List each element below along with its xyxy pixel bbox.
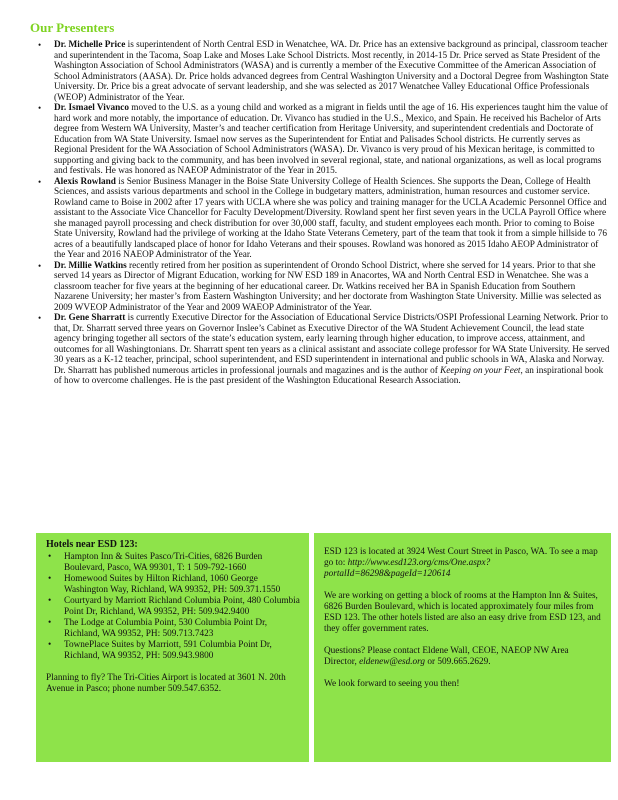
bullet-icon: • [38, 40, 42, 50]
bullet-icon: • [38, 260, 42, 271]
email-link[interactable]: eldenew@esd.org [359, 657, 426, 667]
presenter-item [38, 40, 610, 103]
hotels-list [46, 552, 301, 662]
phone-number: 509.665.2629. [437, 657, 491, 667]
bullet-icon: • [38, 103, 42, 113]
hotels-box [36, 533, 309, 762]
location-info-box [314, 533, 611, 762]
location-description: ESD 123 is located at 3924 West Court Street in Pasco, WA. To see a map go to: [324, 547, 598, 568]
presenters-heading: Our Presenters [30, 20, 115, 35]
presenters-list [38, 40, 610, 387]
closing-text: We look forward to seeing you then! [324, 679, 460, 689]
hotel-text: Homewood Suites by Hilton Richland, 1060 George Washington Way, Richland, WA 99352, PH: 509.371.1550 [64, 574, 281, 595]
bullet-icon: • [38, 176, 42, 187]
questions-text [324, 646, 603, 668]
presenter-name: Dr. Millie Watkins [54, 260, 127, 271]
presenter-bio: is currently Executive Director for the Association of Educational Service Districts/OSPI Professional Learning Network. Prior to that, Dr. Sharratt served three years on Governor Inslee’s Cabinet as Executive Director of the WA Student Achievement Council, the lead state agency bringing together all sectors of the state’s education system, early learning through higher education, to improve access, attainment, and outcomes for all Washingtonians. Dr. Sharratt spent ten years as a clinical assistant and associate college professor for WA State University. He served 30 years as a K-12 teacher, principal, school superintendent, and ESD superintendent in international and public schools in WA, Alaska and Norway. Dr. Sharratt has published numerous articles in professional journals and magazines and is the author of [54, 313, 610, 376]
bullet-icon: • [48, 552, 52, 562]
hotel-item [46, 640, 301, 662]
presenter-bio: moved to the U.S. as a young child and worked as a migrant in fields until the age of 16. His experiences taught him the value of hard work and more notably, the importance of education. Dr. Vivanco has studied in the U.S., Mexico, and Spain. He received his Bachelor of Arts degree from Western WA University, Master’s and teacher certification from Heritage University, and superintendent credentials and Doctorate of Education from WA State University. Ismael now serves as the Superintendent for Entiat and Palisades School districts. He currently serves as Regional President for the WA Association of School Administrators (WASA). Dr. Vivanco is very proud of his Mexican heritage, is committed to supporting and giving back to the community, and has been involved in several regional, state, and national organizations, as well as local programs and festivals. He was honored as NAEOP Administrator of the Year in 2015. [54, 103, 608, 176]
hotel-text: The Lodge at Columbia Point, 530 Columbia Point Dr, Richland, WA 99352, PH: 509.713.7423 [64, 618, 268, 639]
presenter-name: Dr. Ismael Vivanco [54, 103, 129, 113]
presenter-bio: recently retired from her position as superintendent of Orondo School District, where she served for 14 years. Prior to that she served 14 years as Director of Migrant Education, working for NW ESD 189 in Anacortes, WA and North Central ESD in Wenatchee. She was a classroom teacher for five years at the beginning of her educational career. Dr. Watkins received her BA in Spanish Education from Southern Nazarene University; her master’s from Eastern Washington University; and her doctorate from Washington State University. Millie was selected as 2009 WVEOP Administrator of the Year and 2009 WAEOP Administrator of the Year. [54, 260, 602, 313]
presenter-bio: is superintendent of North Central ESD in Wenatchee, WA. Dr. Price has an extensive background as principal, classroom teacher and superintendent in the Tacoma, Soap Lake and Moses Lake School Districts. Most recently, in 2014-15 Dr. Price served as State President of the Washington Association of School Administrators (WASA) and is currently a member of the Executive Committee of the American Association of School Administrators (AASA). Dr. Price holds advanced degrees from Central Washington University and a Doctoral Degree from Washington State University. Dr. Price bis a great advocate of servant leadership, and she was selected as 2017 Wenatchee Valley Educational Office Professionals (WEOP) Administrator of the Year. [54, 40, 609, 103]
airport-info: Planning to fly? The Tri-Cities Airport is located at 3601 N. 20th Avenue in Pasco; phone number 509.547.6352. [46, 673, 286, 694]
hotel-text: Hampton Inn & Suites Pasco/Tri-Cities, 6826 Burden Boulevard, Pasco, WA 99301, T: 1 509-792-1660 [64, 552, 263, 573]
email-separator: or [425, 657, 438, 667]
presenter-item [38, 261, 610, 314]
presenter-item [38, 177, 610, 261]
presenter-bio-end: , an inspirational book of how to overcome challenges. He is the past president of the Washington Educational Research Association. [54, 365, 604, 386]
map-link[interactable]: http://www.esd123.org/cms/One.aspx?portalId=86298&pageId=120614 [324, 558, 491, 579]
presenter-bio: is Senior Business Manager in the Boise State University College of Health Sciences. She supports the Dean, College of Health Sciences, and assists various departments and school in the College in budgetary matters, administration, human resources and customer service. Rowland came to Boise in 2002 after 17 years with UCLA where she was policy and training manager for the UCLA Academic Personnel Office and assistant to the Associate Vice Chancellor for Faculty Development/Diversity. Rowland spent her first seven years in the UCLA Payroll Office where she managed payroll processing and check distribution for over 30,000 staff, faculty, and student employees each month. Prior to coming to Boise State University, Rowland had the privilege of working at the Idaho State Veterans Cemetery, part of the team that took it from a simple hillside to 76 acres of a beautifully landscaped place of honor for Idaho Veterans and their spouses. Rowland was honored as 2015 Idaho AEOP Administrator of the Year and 2016 NAEOP Administrator of the Year. [54, 176, 607, 260]
bullet-icon: • [48, 596, 52, 606]
presenter-item [38, 313, 610, 387]
presenter-name: Dr. Gene Sharratt [54, 313, 126, 323]
room-block-text: We are working on getting a block of rooms at the Hampton Inn & Suites, 6826 Burden Boulevard, which is located approximately four miles from ESD 123. The other hotels listed are also an easy drive from ESD 123, and they offer government rates. [324, 591, 601, 634]
bullet-icon: • [48, 640, 52, 650]
book-title: Keeping on your Feet [440, 365, 521, 376]
bullet-icon: • [48, 574, 52, 584]
hotel-item [46, 574, 301, 596]
hotel-item [46, 618, 301, 640]
hotel-text: Courtyard by Marriott Richland Columbia Point, 480 Columbia Point Dr, Richland, WA 99352, PH: 509.942.9400 [64, 596, 300, 617]
location-text [324, 547, 603, 580]
questions-description: Questions? Please contact Eldene Wall, CEOE, NAEOP NW Area Director, [324, 646, 569, 667]
hotels-title: Hotels near ESD 123: [46, 539, 138, 550]
presenter-name: Dr. Michelle Price [54, 40, 126, 50]
presenter-item [38, 103, 610, 177]
hotel-item [46, 596, 301, 618]
hotel-item [46, 552, 301, 574]
bullet-icon: • [48, 618, 52, 628]
bullet-icon: • [38, 313, 42, 323]
hotel-text: TownePlace Suites by Marriott, 591 Columbia Point Dr, Richland, WA 99352, PH: 509.943.9800 [64, 640, 272, 661]
presenter-name: Alexis Rowland [54, 176, 116, 187]
